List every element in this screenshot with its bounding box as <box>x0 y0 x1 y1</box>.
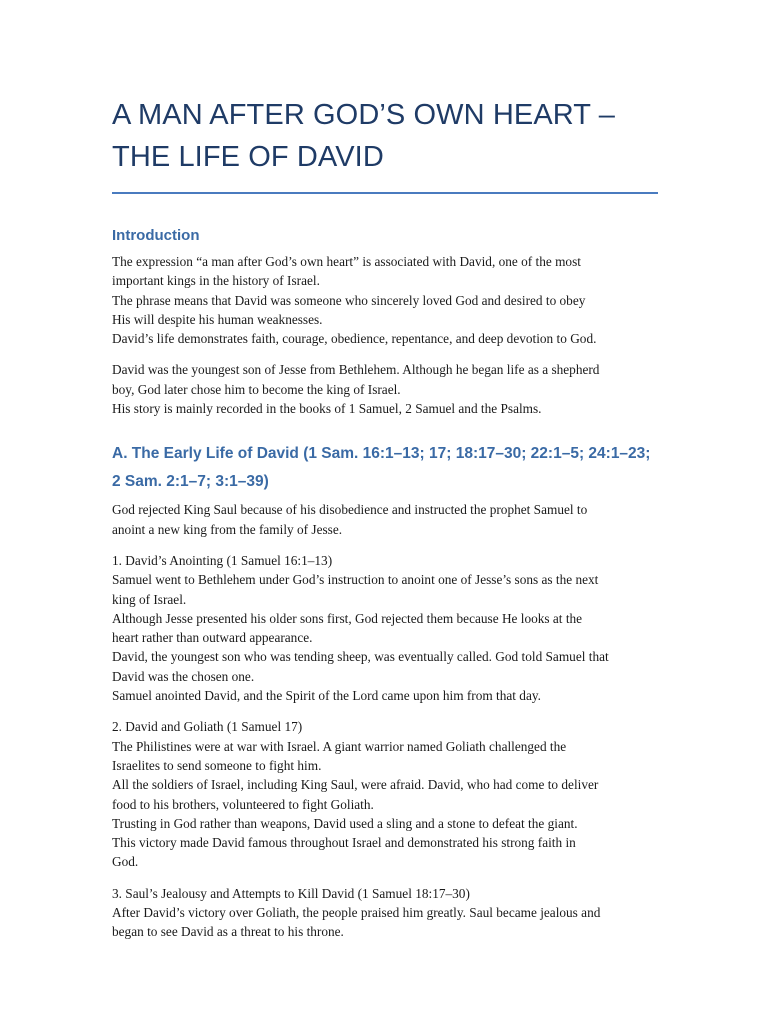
text-line: important kings in the history of Israel. <box>112 273 320 289</box>
text-line: king of Israel. <box>112 591 187 607</box>
subsection-anointing <box>112 551 660 705</box>
subsection-title: 3. Saul’s Jealousy and Attempts to Kill David (1 Samuel 18:17–30) <box>112 885 470 901</box>
text-line: David’s life demonstrates faith, courage, obedience, repentance, and deep devotion to God. <box>112 331 597 347</box>
subsection-goliath <box>112 717 660 871</box>
intro-paragraph-2 <box>112 360 660 418</box>
section-a-intro <box>112 500 660 539</box>
section-a-heading <box>112 440 660 496</box>
text-line: heart rather than outward appearance. <box>112 630 313 646</box>
text-line: All the soldiers of Israel, including King Saul, were afraid. David, who had come to deliver <box>112 777 599 793</box>
text-line: This victory made David famous throughout Israel and demonstrated his strong faith in <box>112 835 576 851</box>
subsection-title: 2. David and Goliath (1 Samuel 17) <box>112 719 303 735</box>
subsection-title: 1. David’s Anointing (1 Samuel 16:1–13) <box>112 552 333 568</box>
text-line: Samuel went to Bethlehem under God’s instruction to anoint one of Jesse’s sons as the next <box>112 572 599 588</box>
text-line: boy, God later chose him to become the king of Israel. <box>112 381 401 397</box>
text-line: After David’s victory over Goliath, the people praised him greatly. Saul became jealous and <box>112 905 601 921</box>
subsection-saul-jealousy <box>112 884 660 942</box>
text-line: His story is mainly recorded in the books of 1 Samuel, 2 Samuel and the Psalms. <box>112 401 542 417</box>
text-line: Although Jesse presented his older sons first, God rejected them because He looks at the <box>112 610 583 626</box>
text-line: God. <box>112 854 139 870</box>
heading-line: A. The Early Life of David (1 Sam. 16:1–13; 17; 18:17–30; 22:1–5; 24:1–23; <box>112 445 651 463</box>
introduction-heading: Introduction <box>112 227 200 244</box>
text-line: David was the chosen one. <box>112 668 255 684</box>
intro-paragraph-1 <box>112 252 660 348</box>
text-line: The expression “a man after God’s own heart” is associated with David, one of the most <box>112 254 581 269</box>
text-line: began to see David as a threat to his throne. <box>112 924 344 940</box>
text-line: His will despite his human weaknesses. <box>112 311 323 327</box>
text-line: Samuel anointed David, and the Spirit of the Lord came upon him from that day. <box>112 688 541 704</box>
text-line: God rejected King Saul because of his disobedience and instructed the prophet Samuel to <box>112 502 588 518</box>
text-line: Trusting in God rather than weapons, David used a sling and a stone to defeat the giant. <box>112 815 578 831</box>
text-line: The phrase means that David was someone who sincerely loved God and desired to obey <box>112 292 586 308</box>
title-underline <box>112 192 658 194</box>
document-page <box>112 94 660 942</box>
text-line: Israelites to send someone to fight him. <box>112 757 322 773</box>
text-line: David was the youngest son of Jesse from Bethlehem. Although he began life as a shepherd <box>112 362 600 378</box>
text-line: anoint a new king from the family of Jesse. <box>112 521 343 537</box>
text-line: food to his brothers, volunteered to fight Goliath. <box>112 796 374 812</box>
text-line: David, the youngest son who was tending sheep, was eventually called. God told Samuel that <box>112 649 609 665</box>
text-line: The Philistines were at war with Israel. A giant warrior named Goliath challenged the <box>112 738 567 754</box>
document-title <box>112 94 660 178</box>
heading-line: 2 Sam. 2:1–7; 3:1–39) <box>112 473 269 491</box>
title-line: A MAN AFTER GOD’S OWN HEART – <box>112 99 615 131</box>
title-line: THE LIFE OF DAVID <box>112 141 384 173</box>
